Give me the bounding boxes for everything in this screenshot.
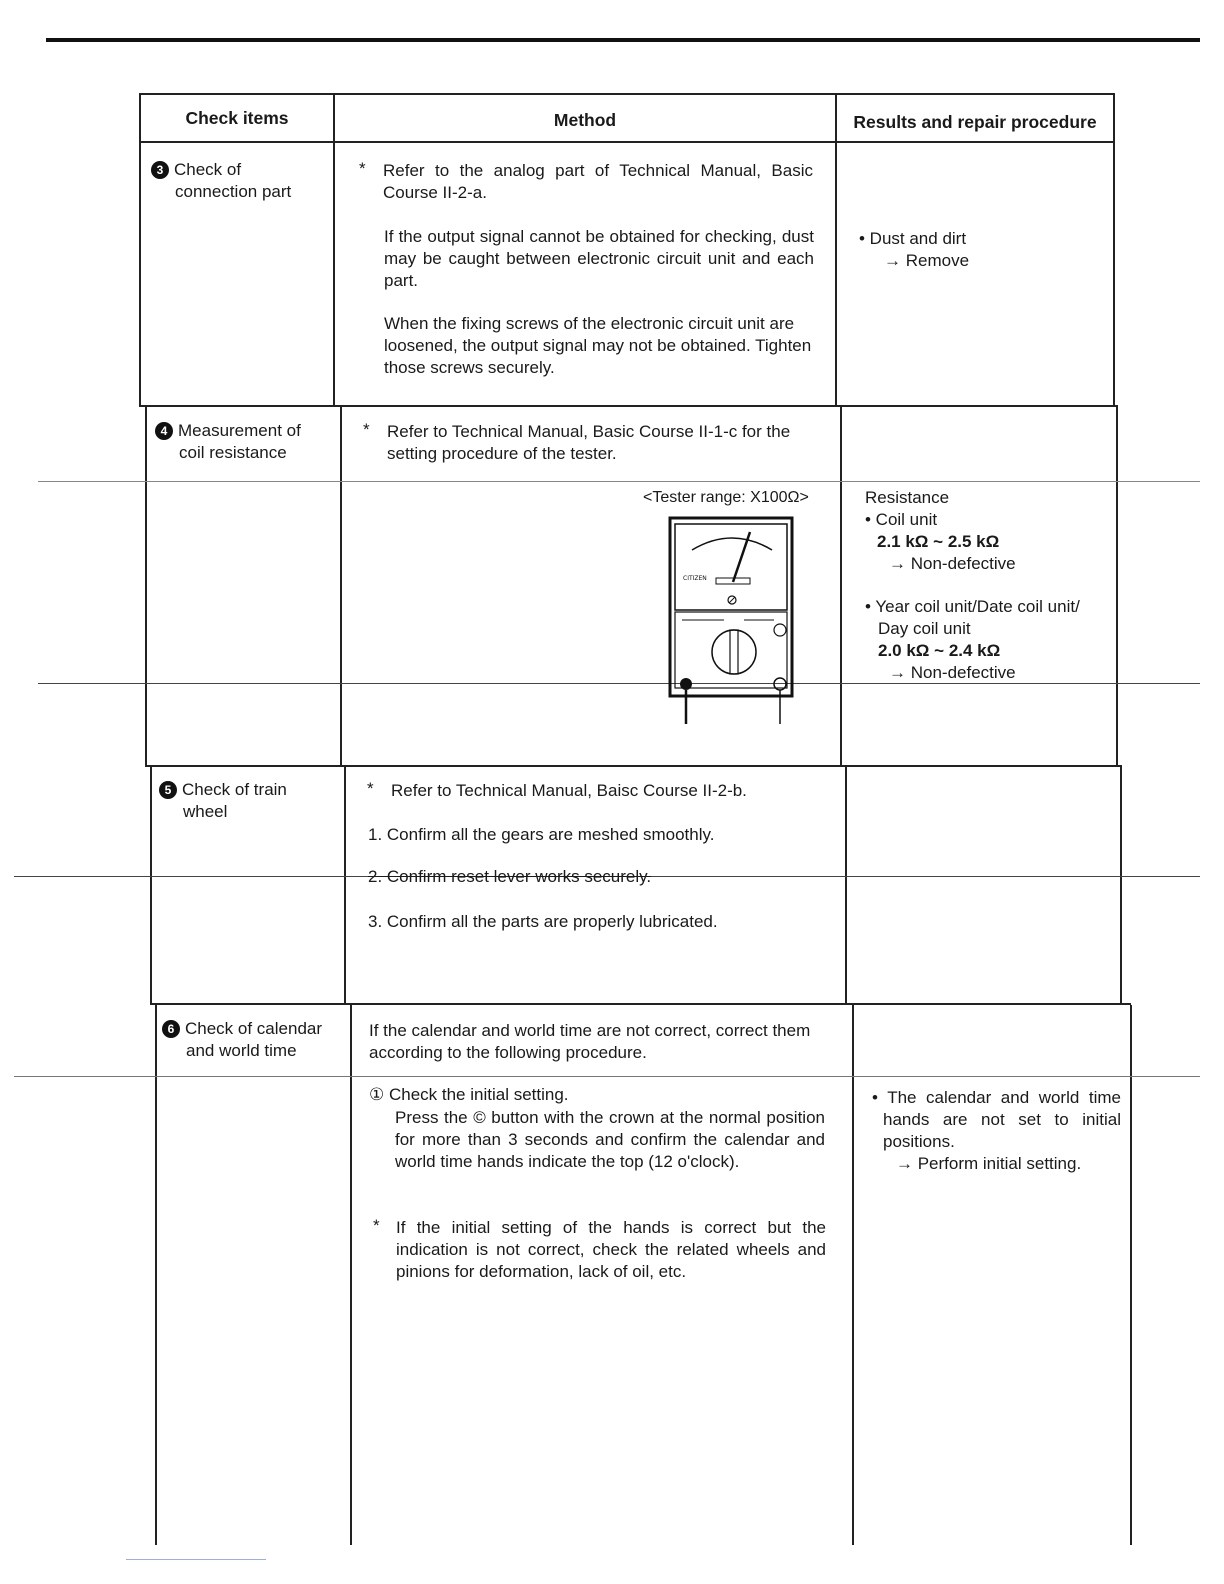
method-note: Refer to the analog part of Technical Manual, Basic Course II-2-a. [383,161,813,202]
method-step-body: Press the © button with the crown at the normal position for more than 3 seconds and confirm the calendar and world time hands indicate the top (12 o'clock). [395,1108,825,1171]
result-item: • Coil unit [865,510,938,529]
result-status: → Non-defective [889,663,1016,682]
tester-illustration [664,516,804,728]
tester-range: <Tester range: X100Ω> [643,489,809,506]
result-value: 2.0 kΩ ~ 2.4 kΩ [878,641,1001,660]
result-action: → Perform initial setting. [896,1154,1082,1173]
result-item: Day coil unit [878,619,971,638]
asterisk: * [367,779,374,798]
right-border [1120,765,1122,1005]
check-item-5: 5 Check of train wheel [159,779,341,823]
right-border [1116,405,1118,765]
left-border [139,93,141,405]
col-divider [333,93,335,405]
check-item-3: 3 Check of connection part [151,159,331,203]
left-border [155,1005,157,1545]
header-results: Results and repair procedure [853,112,1097,132]
check-item-6: 6 Check of calendar and world time [162,1018,348,1062]
left-border [150,765,152,1005]
check-item-4: 4 Measurement of coil resistance [155,420,337,464]
col-divider [852,1005,854,1545]
result-action: → Remove [884,251,970,270]
header-check-items: Check items [185,108,289,128]
method-intro: If the calendar and world time are not correct, correct them according to the following procedure. [369,1021,811,1062]
col-divider [344,765,346,1005]
method-step: 3. Confirm all the parts are properly lubricated. [368,912,718,931]
method-step: 2. Confirm reset lever works securely. [368,867,652,886]
col-divider [840,405,842,765]
right-border [1113,93,1115,405]
method-step-title: ① Check the initial setting. [369,1085,569,1104]
table-top-border [139,93,1115,95]
row-divider [150,1003,1131,1005]
item-number-badge: 6 [162,1020,180,1038]
method-paragraph: If the output signal cannot be obtained for checking, dust may be caught between electronic circuit unit and each part. [384,227,814,290]
row-divider [145,765,1121,767]
col-divider [340,405,342,765]
top-rule [46,38,1200,42]
scan-line [126,1559,266,1560]
item-number-badge: 4 [155,422,173,440]
result-item: • Dust and dirt [859,229,967,248]
col-divider [845,765,847,1005]
right-border [1130,1005,1132,1545]
header-method: Method [553,110,617,130]
asterisk: * [363,420,370,439]
method-note: Refer to Technical Manual, Basic Course II-1-c for the setting procedure of the tester. [387,422,791,463]
result-item: • The calendar and world time hands are not set to initial positions. [872,1088,1121,1151]
col-divider [835,93,837,405]
scan-line [38,683,1200,684]
tester-brand: CITIZEN [683,575,707,582]
method-paragraph: When the fixing screws of the electronic circuit unit are loosened, the output signal may not be obtained. Tighten those screws securely. [384,314,812,377]
result-heading: Resistance [865,488,950,507]
header-bottom-border [139,141,1115,143]
method-note: Refer to Technical Manual, Baisc Course II-2-b. [391,781,747,800]
row-divider [139,405,1117,407]
asterisk: * [373,1216,380,1235]
scan-line [14,1076,1200,1077]
left-border [145,405,147,765]
asterisk: * [359,159,366,178]
result-value: 2.1 kΩ ~ 2.5 kΩ [877,532,1000,551]
item-number-badge: 3 [151,161,169,179]
item-number-badge: 5 [159,781,177,799]
method-note: If the initial setting of the hands is correct but the indication is not correct, check the related wheels and pinions for deformation, lack of oil, etc. [396,1218,826,1281]
col-divider [350,1005,352,1545]
method-step: 1. Confirm all the gears are meshed smoothly. [368,825,715,844]
scan-line [38,481,1200,482]
result-item: • Year coil unit/Date coil unit/ [865,597,1080,616]
result-status: → Non-defective [889,554,1016,573]
